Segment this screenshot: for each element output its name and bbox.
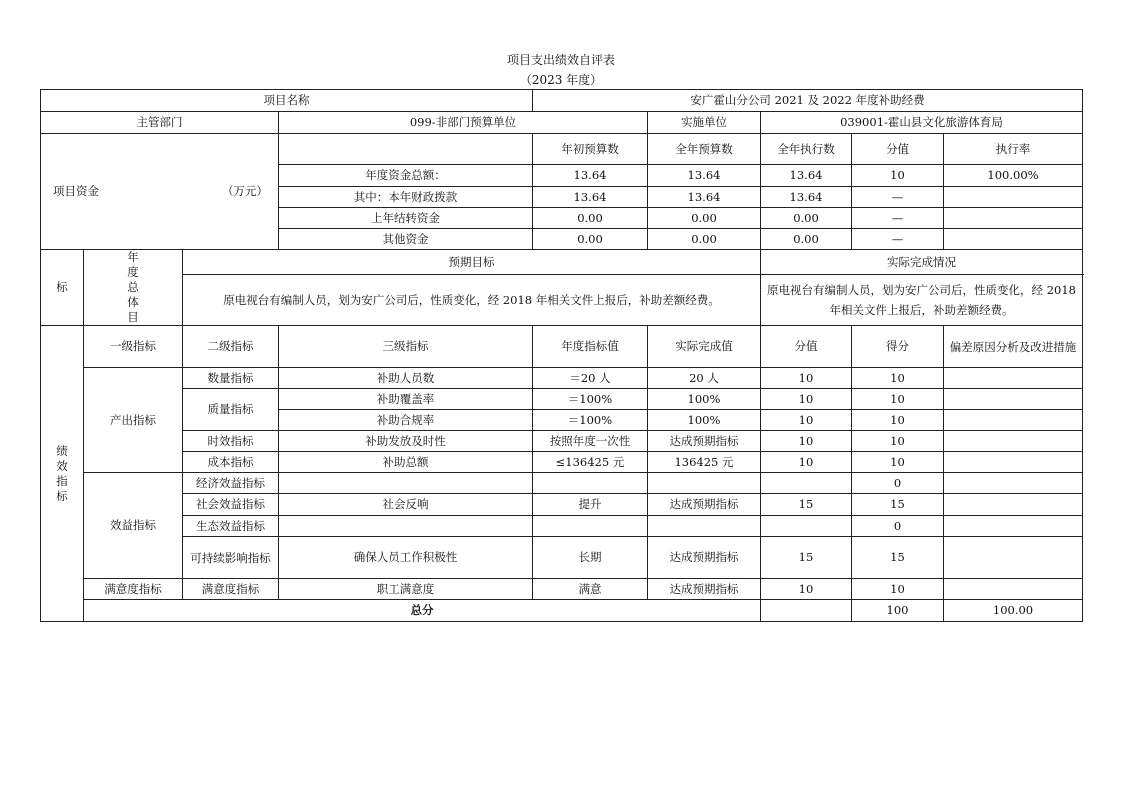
l2-satisfaction: 满意度指标	[183, 579, 279, 600]
score-cell: 10	[852, 431, 944, 452]
perf-header-row	[41, 326, 1083, 368]
score-value-cell: 10	[761, 452, 852, 473]
reason-cell	[944, 473, 1083, 494]
reason-cell	[944, 516, 1083, 537]
score-cell: 10	[852, 452, 944, 473]
perf-header: 分值	[761, 326, 852, 368]
funds-cell: —	[852, 229, 944, 250]
funds-header: 全年预算数	[648, 134, 761, 165]
reason-cell	[944, 494, 1083, 516]
target-cell: ＝20 人	[533, 368, 648, 389]
actual-cell: 达成预期指标	[648, 579, 761, 600]
actual-cell: 100%	[648, 389, 761, 410]
l2-ecological: 生态效益指标	[183, 516, 279, 537]
score-value-cell	[761, 516, 852, 537]
page-title: 项目支出绩效自评表	[506, 53, 615, 67]
score-value-cell	[761, 473, 852, 494]
l3-cell: 补助合规率	[279, 410, 533, 431]
score-value-cell: 10	[761, 368, 852, 389]
actual-cell	[648, 516, 761, 537]
actual-cell: 达成预期指标	[648, 431, 761, 452]
funds-label-cell	[41, 134, 279, 250]
l3-cell	[279, 516, 533, 537]
perf-side-label	[41, 326, 84, 622]
funds-header: 全年执行数	[761, 134, 852, 165]
perf-side-label-text: 绩效指标	[56, 443, 68, 503]
score-cell: 0	[852, 473, 944, 494]
score-value-cell: 15	[761, 494, 852, 516]
funds-unit: （万元）	[222, 184, 268, 198]
project-name-value: 安广霍山分公司 2021 及 2022 年度补助经费	[533, 90, 1083, 112]
l2-economic: 经济效益指标	[183, 473, 279, 494]
actual-result-header: 实际完成情况	[761, 250, 1083, 275]
funds-cell: 13.64	[761, 165, 852, 187]
reason-cell	[944, 389, 1083, 410]
goal-side-label: 标	[41, 250, 84, 326]
funds-row-label: 其中：本年财政拨款	[279, 187, 533, 208]
funds-cell: 100.00%	[944, 165, 1083, 187]
reason-cell	[944, 579, 1083, 600]
department-label: 主管部门	[41, 112, 279, 134]
funds-cell: 0.00	[648, 208, 761, 229]
target-cell: 提升	[533, 494, 648, 516]
department-row	[41, 112, 1083, 134]
funds-header: 分值	[852, 134, 944, 165]
funds-row-label: 其他资金	[279, 229, 533, 250]
perf-header: 一级指标	[84, 326, 183, 368]
score-cell: 10	[852, 410, 944, 431]
actual-cell: 达成预期指标	[648, 494, 761, 516]
funds-cell: 0.00	[533, 229, 648, 250]
l1-satisfaction: 满意度指标	[84, 579, 183, 600]
l3-cell: 补助人员数	[279, 368, 533, 389]
l1-output: 产出指标	[84, 368, 183, 473]
target-cell: ≤136425 元	[533, 452, 648, 473]
perf-row	[41, 516, 1083, 537]
perf-header: 实际完成值	[648, 326, 761, 368]
l2-quantity: 数量指标	[183, 368, 279, 389]
perf-header: 三级指标	[279, 326, 533, 368]
total-row	[41, 600, 1083, 622]
l3-cell: 补助总额	[279, 452, 533, 473]
perf-header: 年度指标值	[533, 326, 648, 368]
score-cell: 10	[852, 579, 944, 600]
funds-row-label: 上年结转资金	[279, 208, 533, 229]
score-value-cell: 10	[761, 410, 852, 431]
implementing-unit-label: 实施单位	[648, 112, 761, 134]
total-label: 总分	[84, 600, 761, 622]
score-cell: 15	[852, 537, 944, 579]
goal-header-row	[41, 250, 1083, 275]
actual-result-text: 原电视台有编制人员，划为安广公司后，性质变化，经 2018 年相关文件上报后，补助差额经费。	[761, 275, 1083, 326]
perf-row	[41, 473, 1083, 494]
actual-cell	[648, 473, 761, 494]
perf-row	[41, 494, 1083, 516]
funds-cell: 13.64	[648, 165, 761, 187]
perf-header: 二级指标	[183, 326, 279, 368]
department-value: 099-非部门预算单位	[279, 112, 648, 134]
l1-benefit: 效益指标	[84, 473, 183, 579]
perf-row	[41, 431, 1083, 452]
funds-cell	[944, 187, 1083, 208]
perf-header: 偏差原因分析及改进措施	[944, 326, 1083, 368]
score-cell: 15	[852, 494, 944, 516]
goal-sub-label	[84, 250, 183, 326]
funds-cell: 13.64	[761, 187, 852, 208]
funds-cell: 10	[852, 165, 944, 187]
expected-goal-header: 预期目标	[183, 250, 761, 275]
reason-cell	[944, 452, 1083, 473]
l2-sustainable: 可持续影响指标	[183, 537, 279, 579]
l3-cell: 补助发放及时性	[279, 431, 533, 452]
actual-cell: 20 人	[648, 368, 761, 389]
perf-row	[41, 452, 1083, 473]
page-subtitle: （2023 年度）	[519, 73, 603, 87]
target-cell	[533, 473, 648, 494]
l3-cell	[279, 473, 533, 494]
funds-cell: 0.00	[761, 208, 852, 229]
funds-cell: —	[852, 208, 944, 229]
target-cell: 满意	[533, 579, 648, 600]
total-extra	[761, 600, 852, 622]
actual-cell: 100%	[648, 410, 761, 431]
goal-sub-label-text: 年度总体目	[127, 250, 139, 324]
score-value-cell: 10	[761, 389, 852, 410]
funds-header-row	[41, 134, 1083, 165]
funds-cell: 0.00	[761, 229, 852, 250]
perf-row	[41, 537, 1083, 579]
l2-social: 社会效益指标	[183, 494, 279, 516]
actual-cell: 达成预期指标	[648, 537, 761, 579]
score-cell: 10	[852, 368, 944, 389]
funds-cell	[944, 229, 1083, 250]
l3-cell: 确保人员工作积极性	[279, 537, 533, 579]
reason-cell	[944, 368, 1083, 389]
l3-cell: 职工满意度	[279, 579, 533, 600]
self-evaluation-table	[40, 89, 1083, 622]
funds-label: 项目资金	[53, 184, 99, 198]
goal-content-row	[41, 275, 1083, 326]
funds-cell: 0.00	[533, 208, 648, 229]
funds-cell: 13.64	[533, 165, 648, 187]
funds-cell: —	[852, 187, 944, 208]
perf-row	[41, 389, 1083, 410]
perf-row	[41, 579, 1083, 600]
total-score-value: 100	[852, 600, 944, 622]
actual-cell: 136425 元	[648, 452, 761, 473]
funds-cell: 0.00	[648, 229, 761, 250]
funds-cell: 13.64	[533, 187, 648, 208]
score-value-cell: 10	[761, 579, 852, 600]
reason-cell	[944, 410, 1083, 431]
l3-cell: 补助覆盖率	[279, 389, 533, 410]
funds-header: 年初预算数	[533, 134, 648, 165]
perf-row	[41, 368, 1083, 389]
l2-timeliness: 时效指标	[183, 431, 279, 452]
target-cell: 按照年度一次性	[533, 431, 648, 452]
funds-header-blank	[279, 134, 533, 165]
expected-goal-text: 原电视台有编制人员，划为安广公司后，性质变化，经 2018 年相关文件上报后，补助差额经费。	[183, 275, 761, 326]
total-score: 100.00	[944, 600, 1083, 622]
reason-cell	[944, 537, 1083, 579]
l2-cost: 成本指标	[183, 452, 279, 473]
reason-cell	[944, 431, 1083, 452]
funds-cell	[944, 208, 1083, 229]
l2-quality: 质量指标	[183, 389, 279, 431]
target-cell: ＝100%	[533, 389, 648, 410]
project-name-label: 项目名称	[41, 90, 533, 112]
funds-row-label: 年度资金总额：	[279, 165, 533, 187]
l3-cell: 社会反响	[279, 494, 533, 516]
target-cell	[533, 516, 648, 537]
funds-cell: 13.64	[648, 187, 761, 208]
score-cell: 10	[852, 389, 944, 410]
score-cell: 0	[852, 516, 944, 537]
target-cell: 长期	[533, 537, 648, 579]
score-value-cell: 10	[761, 431, 852, 452]
funds-header: 执行率	[944, 134, 1083, 165]
implementing-unit-value: 039001-霍山县文化旅游体育局	[761, 112, 1083, 134]
perf-header: 得分	[852, 326, 944, 368]
score-value-cell: 15	[761, 537, 852, 579]
target-cell: ＝100%	[533, 410, 648, 431]
project-name-row	[41, 90, 1083, 112]
